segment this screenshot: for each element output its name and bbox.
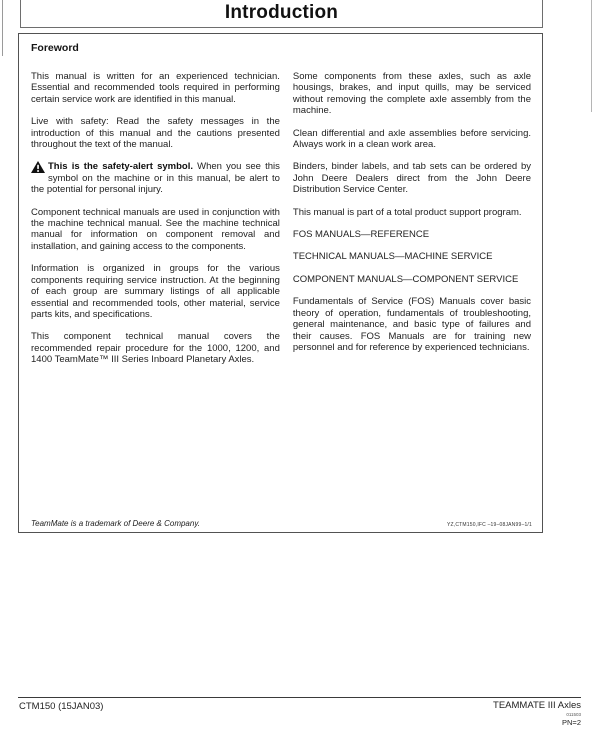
footer-book-block (493, 701, 581, 727)
manuals-list-reference: FOS MANUALS—REFERENCE (292, 229, 430, 241)
foreword-footnote-row (31, 519, 532, 528)
document-code: YZ,CTM150,IFC –19–08JAN99–1/1 (446, 522, 532, 528)
footer-book-title: TEAMMATE III Axles (493, 700, 581, 711)
paragraph: Information is organized in groups for the various components requiring service instruction. At the beginning of each group are summary listings of all applicable essential and recommended tools, other material, service parts kits, and specifications. (31, 263, 280, 320)
safety-paragraph-bold: This is the safety-alert symbol. (48, 161, 193, 173)
paragraph: This manual is written for an experienced technician. Essential and recommended tools required in performing certain service work are identified in this manual. (31, 71, 280, 105)
safety-paragraph-text: When you see this symbol on the machine or in this manual, be alert to the potential for personal injury. (31, 161, 280, 196)
scan-artifact-line-right (591, 0, 592, 112)
safety-alert-paragraph (31, 161, 280, 195)
manuals-list-component-service: COMPONENT MANUALS—COMPONENT SERVICE (292, 273, 519, 285)
footer-page-number: PN=2 (562, 718, 581, 727)
footer-manual-number: CTM150 (15JAN03) (19, 701, 104, 712)
page-title: Introduction (224, 2, 339, 23)
paragraph: This manual is part of a total product support program. (292, 206, 522, 218)
two-column-text (19, 54, 542, 377)
right-column (293, 71, 531, 377)
footer-date-code: 011503 (566, 711, 581, 717)
scan-artifact-line-left (2, 0, 3, 56)
safety-alert-icon (31, 161, 45, 173)
left-column (31, 71, 280, 377)
paragraph: Fundamentals of Service (FOS) Manuals cover basic theory of operation, fundamentals of troubleshooting, general maintenance, and basic type of failures and their causes. FOS Manuals are for training new personnel and for reference by experienced technicians. (292, 296, 531, 353)
paragraph: This component technical manual covers the recommended repair procedure for the 1000, 1200, and 1400 TeamMate™ III Series Inboard Planetary Axles. (31, 331, 280, 366)
paragraph: Clean differential and axle assemblies before servicing. Always work in a clean work area. (292, 127, 531, 151)
manuals-list-machine-service: TECHNICAL MANUALS—MACHINE SERVICE (292, 251, 493, 263)
footer-divider (18, 697, 581, 698)
chapter-title-box (20, 0, 543, 28)
paragraph: Binders, binder labels, and tab sets can be ordered by John Deere Dealers direct from the John Deere Distribution Service Center. (292, 161, 531, 196)
section-heading: Foreword (31, 42, 79, 54)
paragraph: Component technical manuals are used in conjunction with the machine technical manual. See the machine technical manual for information on component removal and installation, and gaining access to the components. (31, 206, 280, 252)
paragraph: Live with safety: Read the safety messages in the introduction of this manual and the cautions presented throughout the text of the manual. (31, 116, 280, 151)
trademark-note: TeamMate is a trademark of Deere & Company. (31, 519, 200, 528)
foreword-section (18, 33, 543, 533)
paragraph: Some components from these axles, such as axle housings, brakes, and input quills, may be serviced without removing the complete axle assembly from the machine. (292, 71, 531, 117)
